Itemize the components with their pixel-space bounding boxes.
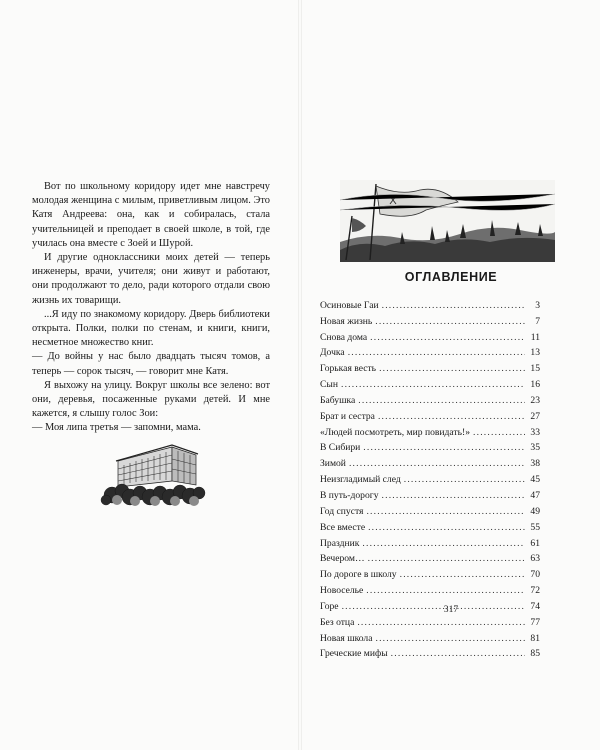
toc-title: ОГЛАВЛЕНИЕ bbox=[404, 270, 498, 284]
toc-entry bbox=[320, 327, 540, 343]
toc-leader-dots bbox=[370, 332, 525, 343]
toc-leader-dots bbox=[379, 363, 525, 374]
toc-leader-dots bbox=[404, 474, 525, 485]
toc-entry-page: 74 bbox=[530, 600, 540, 612]
toc-entry-page: 27 bbox=[530, 410, 540, 422]
toc-entry-page: 72 bbox=[530, 585, 540, 597]
toc-entry bbox=[320, 374, 540, 390]
paragraph: Вот по школьному коридору идет мне навстречу молодая женщина с милым, приветливым лицом. Это Катя Андреева: она, как и собиралась, стала учительницей и преподает в своей школе, в той, где училась она вместе с Зоей и Шурой. bbox=[32, 181, 270, 249]
toc-entry-title: Дочка bbox=[320, 347, 345, 359]
toc-entry-page: 63 bbox=[530, 553, 540, 565]
paragraph: — До войны у нас было двадцать тысяч томов, а теперь — сорок тысяч, — говорит мне Катя. bbox=[32, 351, 270, 377]
left-page-text bbox=[32, 180, 270, 436]
toc-entry bbox=[320, 469, 540, 485]
paragraph: — Моя липа третья — запомни, мама. bbox=[32, 422, 201, 434]
toc-entry-title: Все вместе bbox=[320, 521, 366, 533]
toc-entry bbox=[320, 358, 540, 374]
toc-entry bbox=[320, 438, 540, 454]
toc-entry-title: Снова дома bbox=[320, 331, 368, 343]
toc-entry bbox=[320, 422, 540, 438]
toc-entry-title: Бабушка bbox=[320, 394, 356, 406]
flag-header-illustration bbox=[340, 180, 555, 262]
toc-leader-dots bbox=[349, 458, 525, 469]
toc-entry-page: 70 bbox=[530, 569, 540, 581]
toc-entry-page: 55 bbox=[530, 521, 540, 533]
toc-entry-title: По дороге в школу bbox=[320, 569, 397, 581]
toc-entry-title: Новая жизнь bbox=[320, 315, 373, 327]
toc-leader-dots bbox=[382, 300, 525, 311]
page-number: 317 bbox=[443, 604, 459, 615]
toc-leader-dots bbox=[400, 569, 525, 580]
toc-entry-page: 33 bbox=[530, 426, 540, 438]
toc-entry bbox=[320, 533, 540, 549]
toc-entry-title: Неизгладимый след bbox=[320, 474, 401, 486]
toc-entry-page: 81 bbox=[530, 632, 540, 644]
toc-leader-dots bbox=[341, 379, 525, 390]
toc-entry bbox=[320, 517, 540, 533]
toc-entry-page: 23 bbox=[530, 394, 540, 406]
toc-entry bbox=[320, 343, 540, 359]
toc-entry-title: Горе bbox=[320, 600, 339, 612]
paragraph: ...Я иду по знакомому коридору. Дверь библиотеки открыта. Полки, полки по стенам, и книги, книги, несметное множество книг. bbox=[32, 308, 270, 349]
toc-entry-title: Зимой bbox=[320, 458, 346, 470]
toc-leader-dots bbox=[375, 316, 525, 327]
toc-entry bbox=[320, 564, 540, 580]
toc-leader-dots bbox=[378, 411, 525, 422]
toc-entry bbox=[320, 549, 540, 565]
toc-leader-dots bbox=[368, 553, 525, 564]
toc-entry-page: 7 bbox=[535, 315, 540, 327]
toc-entry-page: 11 bbox=[530, 331, 540, 343]
toc-leader-dots bbox=[375, 633, 525, 644]
toc-entry bbox=[320, 453, 540, 469]
toc-entry-title: Праздник bbox=[320, 537, 360, 549]
toc-entry bbox=[320, 501, 540, 517]
toc-entry-title: Новоселье bbox=[320, 585, 364, 597]
toc-entry-page: 61 bbox=[530, 537, 540, 549]
toc-leader-dots bbox=[368, 522, 525, 533]
toc-leader-dots bbox=[358, 395, 525, 406]
toc-leader-dots bbox=[348, 347, 525, 358]
toc-entry-title: Греческие мифы bbox=[320, 648, 388, 660]
toc-entry-page: 77 bbox=[530, 616, 540, 628]
toc-entry bbox=[320, 390, 540, 406]
toc-entry-page: 13 bbox=[530, 347, 540, 359]
toc-entry-page: 47 bbox=[530, 489, 540, 501]
toc-entry bbox=[320, 644, 540, 660]
toc-leader-dots bbox=[391, 648, 525, 659]
toc-entry-title: Горькая весть bbox=[320, 363, 377, 375]
toc-entry-title: Новая школа bbox=[320, 632, 373, 644]
toc-entry-page: 49 bbox=[530, 505, 540, 517]
paragraph: И другие одноклассники моих детей — теперь инженеры, врачи, учителя; они живут и работают, они продолжают то дело, ради которого отдали свою жизнь их товарищи. bbox=[32, 252, 270, 306]
toc-entry-page: 16 bbox=[530, 379, 540, 391]
toc-leader-dots bbox=[357, 617, 525, 628]
toc-entry-title: Осиновые Гаи bbox=[320, 299, 379, 311]
toc-entry-title: «Людей посмотреть, мир повидать!» bbox=[320, 426, 471, 438]
toc-entry-title: Год спустя bbox=[320, 505, 364, 517]
toc-entry-title: В путь-дорогу bbox=[320, 489, 379, 501]
toc-entry-title: Сын bbox=[320, 379, 338, 391]
toc-leader-dots bbox=[362, 538, 525, 549]
paragraph: Я выхожу на улицу. Вокруг школы все зелено: вот они, деревья, посаженные руками детей. И мне кажется, я слышу голос Зои: bbox=[32, 379, 270, 420]
toc-entry bbox=[320, 628, 540, 644]
toc-entry-page: 3 bbox=[535, 299, 540, 311]
toc-entry bbox=[320, 485, 540, 501]
toc-leader-dots bbox=[366, 506, 525, 517]
school-illustration bbox=[100, 437, 208, 511]
toc-entry-title: Вечером… bbox=[320, 553, 365, 565]
toc-entry bbox=[320, 406, 540, 422]
toc-leader-dots bbox=[473, 427, 525, 438]
toc-entry-page: 45 bbox=[530, 474, 540, 486]
toc-entry-page: 35 bbox=[530, 442, 540, 454]
toc-entry-page: 85 bbox=[530, 648, 540, 660]
toc-entry bbox=[320, 311, 540, 327]
toc-entry-title: В Сибири bbox=[320, 442, 361, 454]
toc-entry-title: Брат и сестра bbox=[320, 410, 375, 422]
toc-leader-dots bbox=[382, 490, 526, 501]
toc-entry-page: 15 bbox=[530, 363, 540, 375]
toc-entry bbox=[320, 580, 540, 596]
toc-leader-dots bbox=[366, 585, 525, 596]
toc-entry-title: Без отца bbox=[320, 616, 355, 628]
toc-entry-page: 38 bbox=[530, 458, 540, 470]
toc-entry bbox=[320, 295, 540, 311]
toc-leader-dots bbox=[363, 442, 525, 453]
